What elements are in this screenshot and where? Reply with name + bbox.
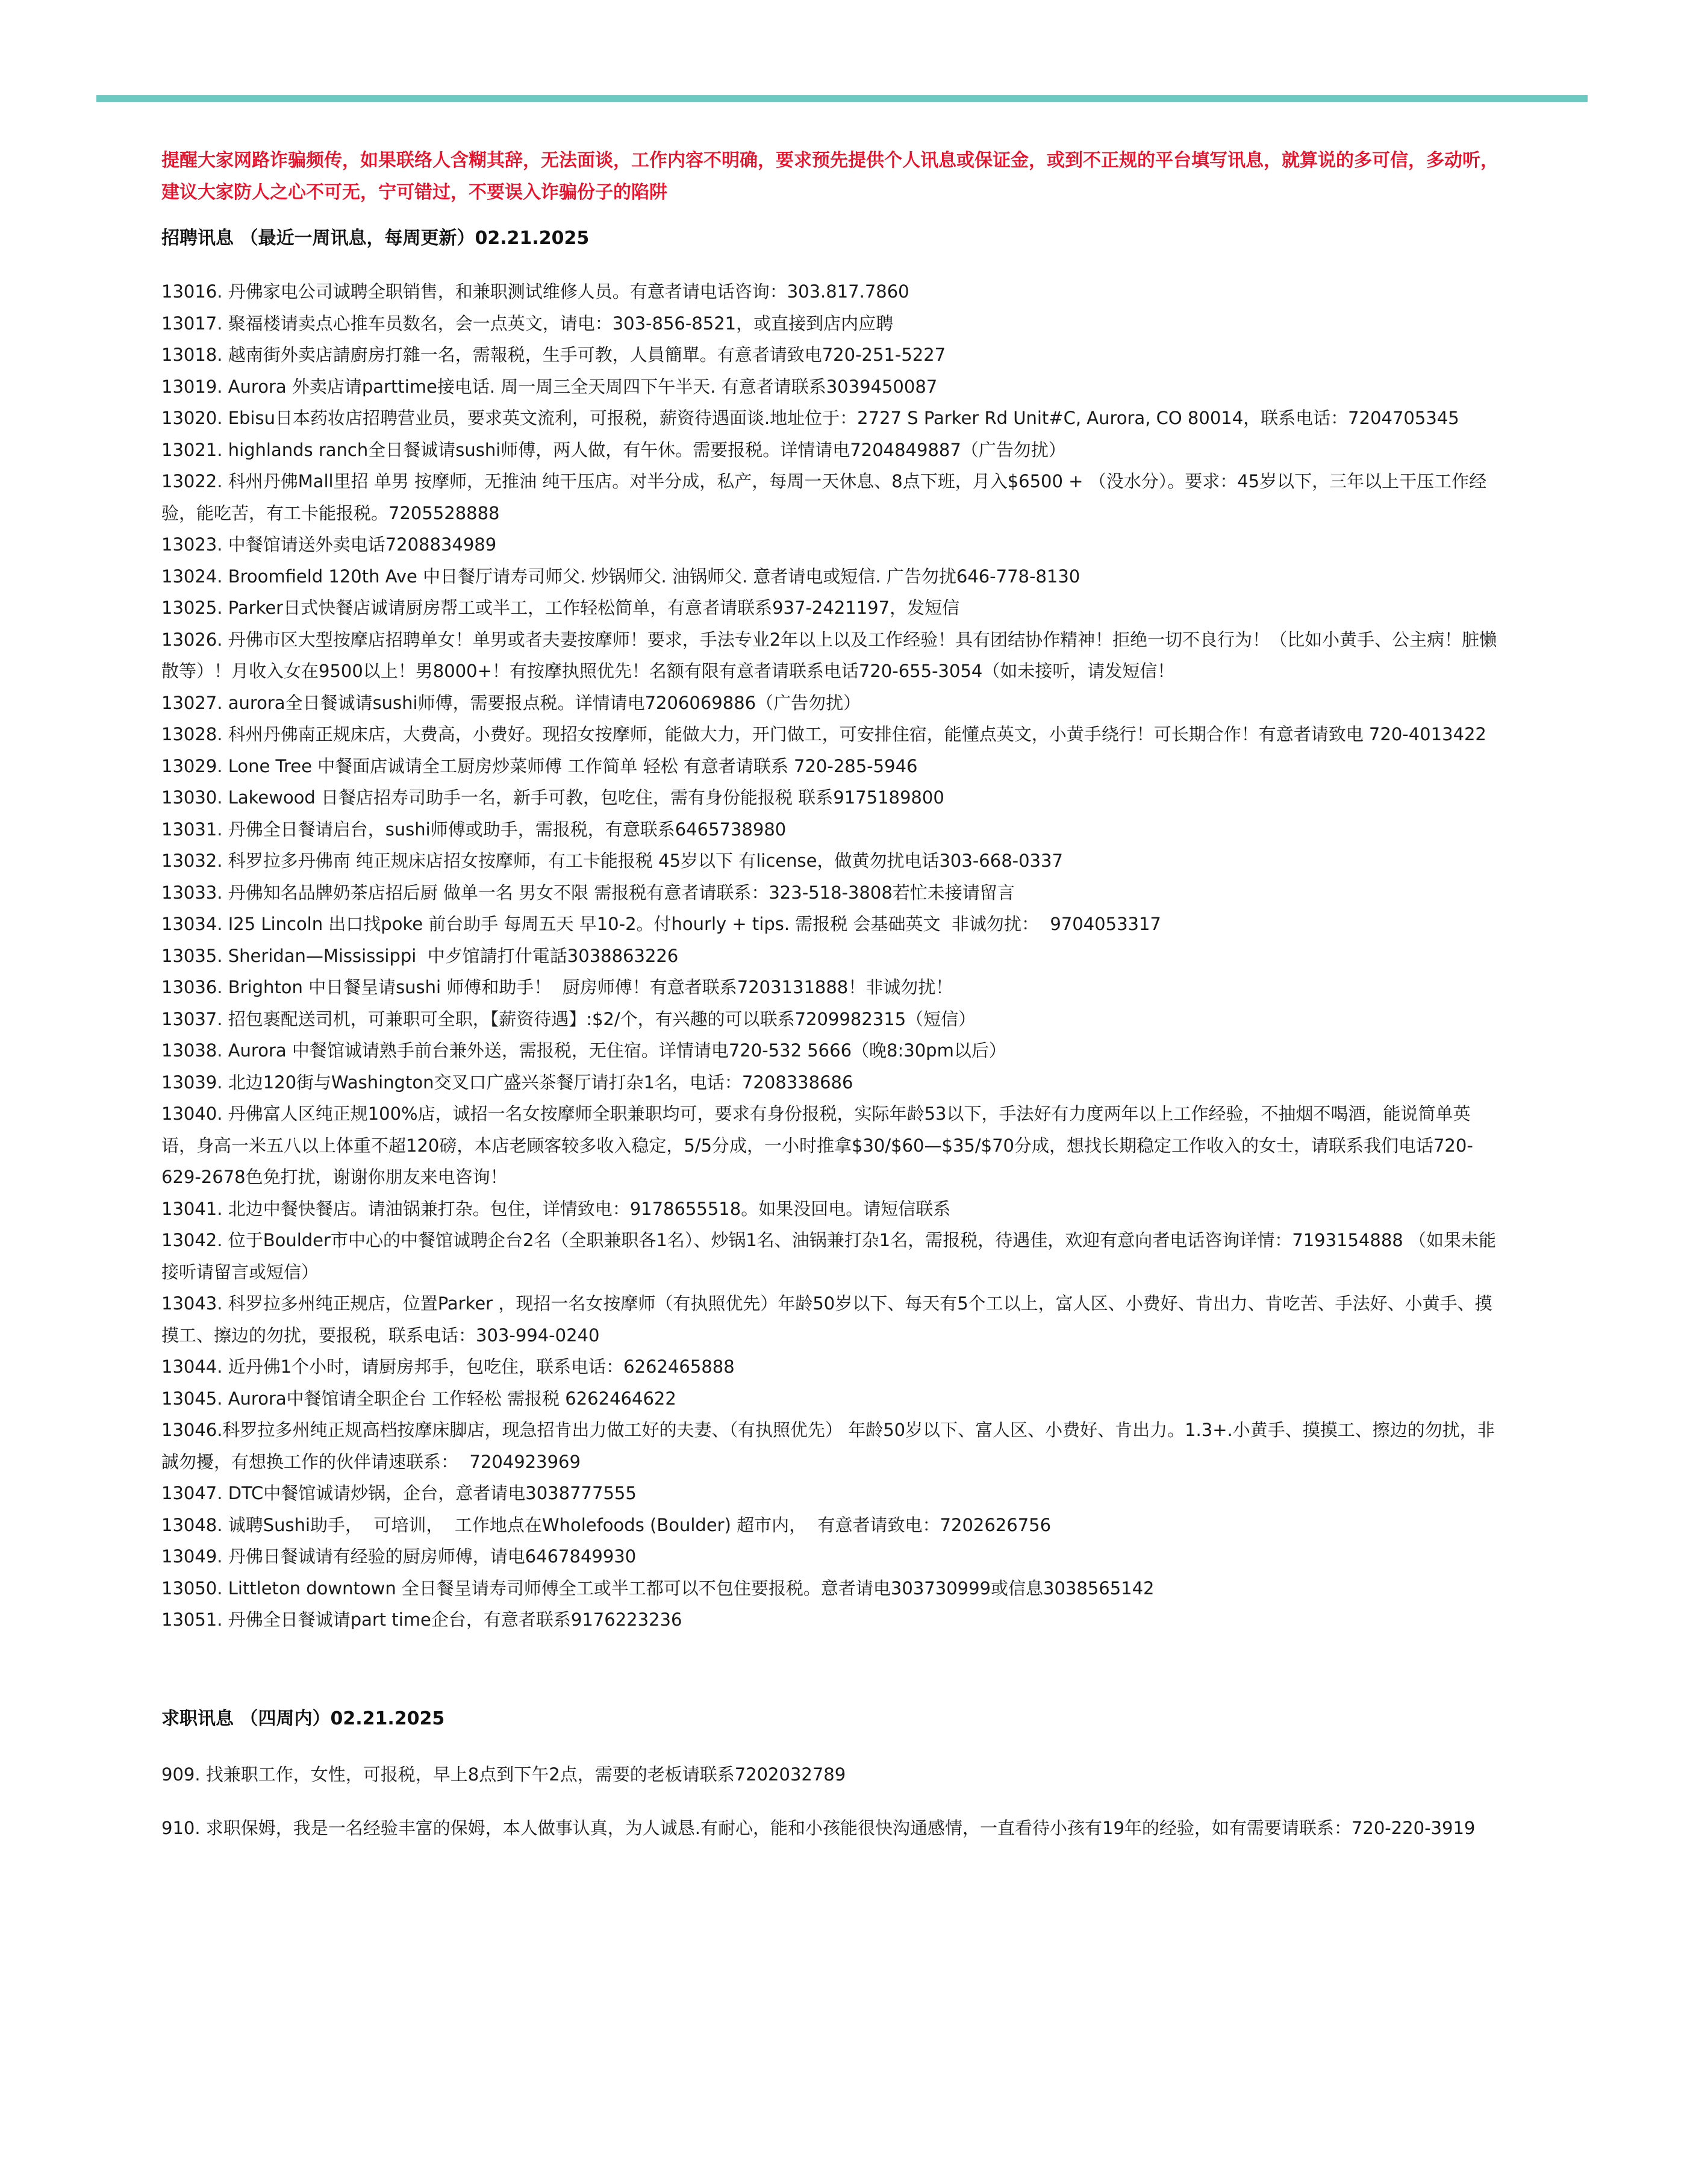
seeker-listings (161, 1759, 1505, 1844)
list-item: 13038. Aurora 中餐馆诚请熟手前台兼外送，需报税，无住宿。详情请电720-532 5666（晚8:30pm以后） (161, 1040, 1006, 1061)
list-item: 13049. 丹佛日餐诚请有经验的厨房师傅，请电6467849930 (161, 1546, 637, 1567)
list-item: 13026. 丹佛市区大型按摩店招聘单女！单男或者夫妻按摩师！要求，手法专业2年以上以及工作经验！具有团结协作精神！拒绝一切不良行为！（比如小黄手、公主病！脏懒散等）！月收入女在9500以上！男8000+！有按摩执照优先！名额有限有意者请联系电话720-655-3054（如未接听，请发短信！ (161, 629, 1497, 681)
list-item: 13050. Littleton downtown 全日餐呈请寿司师傅全工或半工都可以不包住要报税。意者请电303730999或信息3038565142 (161, 1577, 1155, 1599)
scam-warning: 提醒大家网路诈骗频传，如果联络人含糊其辞，无法面谈，工作内容不明确，要求预先提供个人讯息或保证金，或到不正规的平台填写讯息，就算说的多可信，多动听，建议大家防人之心不可无，宁可错过，不要误入诈骗份子的陷阱 (161, 150, 1498, 203)
list-item: 13028. 科州丹佛南正规床店，大费高，小费好。现招女按摩师，能做大力，开门做工，可安排住宿，能懂点英文，小黄手绕行！可长期合作！有意者请致电 720-4013422 (161, 724, 1486, 744)
list-item: 13017. 聚福楼请卖点心推车员数名，会一点英文，请电：303-856-8521，或直接到店内应聘 (161, 313, 894, 334)
list-item: 13023. 中餐馆请送外卖电话7208834989 (161, 534, 497, 555)
list-item: 13042. 位于Boulder市中心的中餐馆诚聘企台2名（全职兼职各1名）、炒锅1名、油锅兼打杂1名，需报税，待遇佳，欢迎有意向者电话咨询详情：7193154888 （如果未能接听请留言或短信） (161, 1230, 1496, 1282)
list-item: 13041. 北边中餐快餐店。请油锅兼打杂。包住，详情致电：9178655518。如果没回电。请短信联系 (161, 1198, 951, 1219)
list-item: 13032. 科罗拉多丹佛南 纯正规床店招女按摩师，有工卡能报税 45岁以下 有license，做黄勿扰电话303-668-0337 (161, 850, 1063, 871)
list-item: 13043. 科罗拉多州纯正规店，位置Parker ，现招一名女按摩师（有执照优先）年龄50岁以下、每天有5个工以上，富人区、小费好、肯出力、肯吃苦、手法好、小黄手、摸摸工、擦边的勿扰，要报税，联系电话：303-994-0240 (161, 1293, 1492, 1346)
list-item: 13019. Aurora 外卖店请parttime接电话. 周一周三全天周四下午半天. 有意者请联系3039450087 (161, 376, 938, 397)
list-item: 13018. 越南街外卖店請廚房打雜一名，需報税，生手可教，人員簡單。有意者请致电720-251-5227 (161, 345, 946, 365)
jobs-heading: 招聘讯息 （最近一周讯息，每周更新）02.21.2025 (161, 228, 590, 249)
list-item: 909. 找兼职工作，女性，可报税，早上8点到下午2点，需要的老板请联系7202032789 (161, 1764, 846, 1785)
list-item: 13048. 诚聘Sushi助手， 可培训， 工作地点在Wholefoods (Boulder) 超市内， 有意者请致电：7202626756 (161, 1514, 1052, 1535)
list-item: 13047. DTC中餐馆诚请炒锅，企台，意者请电3038777555 (161, 1483, 637, 1503)
page-content (161, 145, 1505, 1867)
list-item: 13024. Broomfield 120th Ave 中日餐厅请寿司师父. 炒锅师父. 油锅师父. 意者请电或短信. 广告勿扰646-778-8130 (161, 566, 1080, 587)
list-item: 13022. 科州丹佛Mall里招 单男 按摩师，无推油 纯干压店。对半分成，私产，每周一天休息、8点下班，月入$6500 + （没水分）。要求：45岁以下，三年以上干压工作经验，能吃苦，有工卡能报税。7205528888 (161, 471, 1487, 523)
list-item: 13039. 北边120街与Washington交叉口广盛兴茶餐厅请打杂1名，电话：7208338686 (161, 1072, 853, 1093)
list-item: 13051. 丹佛全日餐诚请part time企台，有意者联系9176223236 (161, 1609, 682, 1630)
list-item: 13044. 近丹佛1个小时，请厨房邦手，包吃住，联系电话：6262465888 (161, 1356, 735, 1377)
list-item: 13031. 丹佛全日餐请启台，sushi师傅或助手，需报税，有意联系6465738980 (161, 819, 787, 840)
list-item: 13027. aurora全日餐诚请sushi师傅，需要报点税。详情请电7206069886（广告勿扰） (161, 692, 861, 713)
list-item: 13036. Brighton 中日餐呈请sushi 师傅和助手！ 厨房师傅！有意者联系7203131888！非诚勿扰！ (161, 977, 953, 997)
list-item: 13025. Parker日式快餐店诚请厨房帮工或半工，工作轻松简单，有意者请联系937-2421197，发短信 (161, 597, 960, 618)
list-item: 13029. Lone Tree 中餐面店诚请全工厨房炒菜师傅 工作简单 轻松 有意者请联系 720-285-5946 (161, 755, 918, 776)
job-listings (161, 276, 1505, 1636)
list-item: 13016. 丹佛家电公司诚聘全职销售，和兼职测试维修人员。有意者请电话咨询：303.817.7860 (161, 281, 909, 302)
list-item: 13040. 丹佛富人区纯正规100%店，诚招一名女按摩师全职兼职均可，要求有身份报税，实际年龄53以下，手法好有力度两年以上工作经验，不抽烟不喝酒，能说简单英语，身高一米五八以上体重不超120磅，本店老顾客较多收入稳定，5/5分成，一小时推拿$30/$60—$35/$70分成，想找长期稳定工作收入的女士，请联系我们电话720-629-2678色免打扰，谢谢你朋友来电咨询！ (161, 1103, 1473, 1187)
list-item: 13045. Aurora中餐馆请全职企台 工作轻松 需报税 6262464622 (161, 1388, 676, 1409)
list-item: 13046.科罗拉多州纯正规高档按摩床脚店，现急招肯出力做工好的夫妻、（有执照优先） 年龄50岁以下、富人区、小费好、肯出力。1.3+.小黄手、摸摸工、擦边的勿扰，非誠勿擾，有想换工作的伙伴请速联系： 7204923969 (161, 1420, 1495, 1472)
list-item: 13020. Ebisu日本药妆店招聘营业员，要求英文流利，可报税，薪资待遇面谈.地址位于：2727 S Parker Rd Unit#C, Aurora, CO 80014，联系电话：7204705345 (161, 408, 1459, 428)
seekers-heading: 求职讯息 （四周内）02.21.2025 (161, 1708, 445, 1729)
list-item: 13034. I25 Lincoln 出口找poke 前台助手 每周五天 早10-2。付hourly + tips. 需报税 会基础英文 非诚勿扰： 9704053317 (161, 914, 1161, 934)
list-item: 13037. 招包裹配送司机，可兼职可全职，【薪资待遇】:$2/个，有兴趣的可以联系7209982315（短信） (161, 1008, 976, 1029)
list-item: 13033. 丹佛知名品牌奶茶店招后厨 做单一名 男女不限 需报税有意者请联系：323-518-3808若忙未接请留言 (161, 882, 1015, 903)
top-divider (96, 95, 1588, 102)
list-item: 13021. highlands ranch全日餐诚请sushi师傅，两人做，有午休。需要报税。详情请电7204849887（广告勿扰） (161, 439, 1066, 460)
list-item: 13035. Sheridan—Mississippi 中歺馆請打什電話3038863226 (161, 945, 679, 966)
list-item: 910. 求职保姆，我是一名经验丰富的保姆，本人做事认真，为人诚恳.有耐心，能和小孩能很快沟通感情，一直看待小孩有19年的经验，如有需要请联系：720-220-3919 (161, 1818, 1476, 1838)
list-item: 13030. Lakewood 日餐店招寿司助手一名，新手可教，包吃住，需有身份能报税 联系9175189800 (161, 787, 944, 808)
